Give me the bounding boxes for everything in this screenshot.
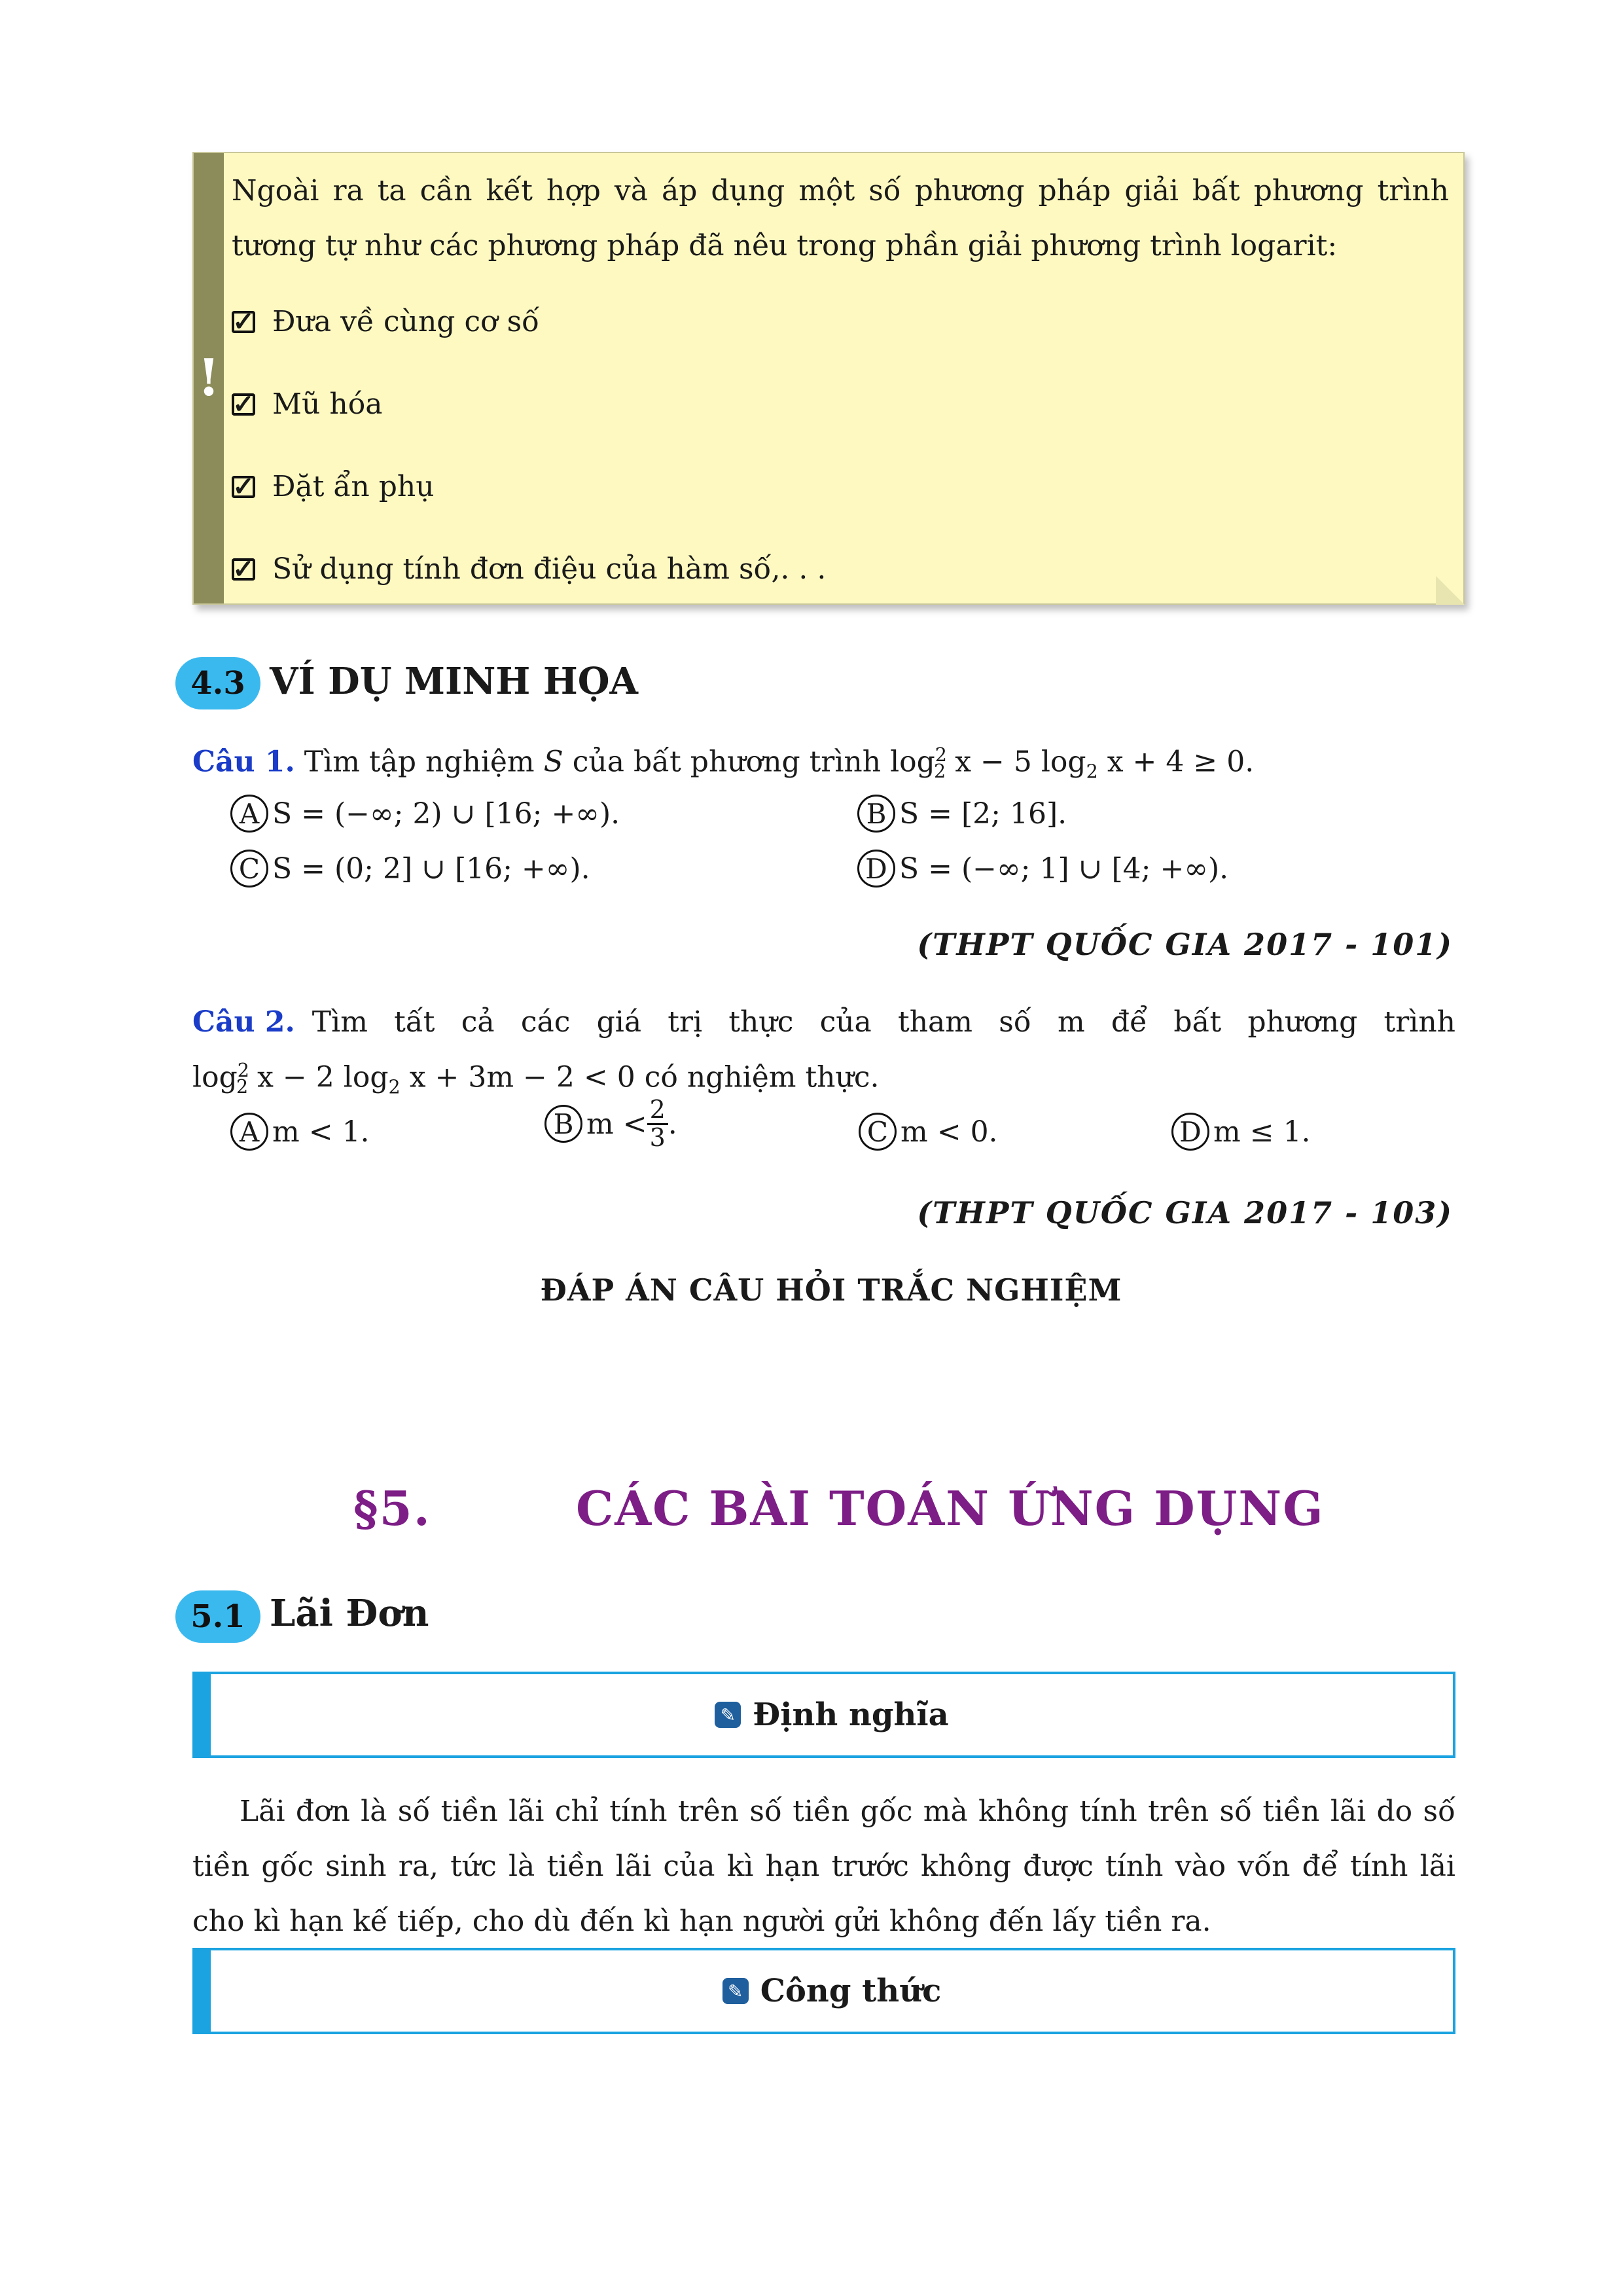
pencil-icon: ✎ bbox=[722, 1978, 749, 2004]
note-box bbox=[192, 152, 1465, 605]
option-letter: A bbox=[230, 1113, 268, 1151]
option-d[interactable]: D S = (−∞; 1] ∪ [4; +∞). bbox=[857, 850, 1228, 888]
section-number-badge: 4.3 bbox=[175, 657, 260, 709]
pencil-icon: ✎ bbox=[715, 1702, 741, 1728]
option-b[interactable]: B S = [2; 16]. bbox=[857, 795, 1067, 833]
definition-text: Lãi đơn là số tiền lãi chỉ tính trên số tiền gốc mà không tính trên số tiền lãi do số tiền gốc sinh ra, tức là tiền lãi của kì hạn trước không được tính vào vốn để tính lãi cho kì hạn kế tiếp, cho dù đến kì hạn người gửi không đến lấy tiền ra. bbox=[192, 1795, 1455, 1938]
option-a[interactable]: A m < 1. bbox=[230, 1113, 370, 1151]
option-b[interactable]: B m < $\frac{2}{3}$ . bbox=[544, 1097, 677, 1151]
note-item: ✓ Sử dụng tính đơn điệu của hàm số,. . . bbox=[232, 552, 827, 586]
option-letter: B bbox=[857, 795, 895, 833]
checkbox-icon: ✓ bbox=[232, 553, 255, 584]
option-c[interactable]: C S = (0; 2] ∪ [16; +∞). bbox=[230, 850, 590, 888]
option-letter: A bbox=[230, 795, 268, 833]
section-number-badge: 5.1 bbox=[175, 1590, 260, 1643]
question-label: Câu 1. bbox=[192, 745, 295, 779]
chapter-title: CÁC BÀI TOÁN ỨNG DỤNG bbox=[576, 1480, 1325, 1536]
option-letter: D bbox=[1171, 1113, 1209, 1151]
exclamation-icon: ! bbox=[197, 348, 221, 408]
answer-heading: ĐÁP ÁN CÂU HỎI TRẮC NGHIỆM bbox=[540, 1272, 1122, 1308]
option-letter: B bbox=[544, 1105, 582, 1143]
checkbox-icon: ✓ bbox=[232, 306, 255, 337]
note-intro: Ngoài ra ta cần kết hợp và áp dụng một số phương pháp giải bất phương trình tương tự như các phương pháp đã nêu trong phần giải phương trình logarit: bbox=[232, 174, 1449, 262]
section-title: VÍ DỤ MINH HỌA bbox=[270, 660, 638, 703]
section-title: Lãi Đơn bbox=[270, 1592, 429, 1635]
source-citation: (THPT QUỐC GIA 2017 - 103) bbox=[917, 1195, 1453, 1230]
option-letter: C bbox=[230, 850, 268, 888]
option-letter: C bbox=[859, 1113, 897, 1151]
note-item: ✓ Đặt ẩn phụ bbox=[232, 470, 435, 503]
option-d[interactable]: D m ≤ 1. bbox=[1171, 1113, 1311, 1151]
fraction: $\frac{2}{3}$ bbox=[647, 1097, 668, 1151]
option-c[interactable]: C m < 0. bbox=[859, 1113, 998, 1151]
checkbox-icon: ✓ bbox=[232, 388, 255, 420]
question-1: Câu 1. Tìm tập nghiệm S của bất phương trình $\log^2_2 x - 5$ $\log_2 x + 4 \ge 0$. bbox=[192, 744, 1255, 783]
source-citation: (THPT QUỐC GIA 2017 - 101) bbox=[917, 927, 1453, 962]
checkbox-icon: ✓ bbox=[232, 471, 255, 502]
chapter-number: §5. bbox=[353, 1480, 431, 1536]
question-2: Câu 2. Tìm tất cả các giá trị thực của tham số m để bất phương trình bbox=[192, 1005, 1455, 1039]
note-item: ✓ Mũ hóa bbox=[232, 387, 383, 421]
option-a[interactable]: A S = (−∞; 2) ∪ [16; +∞). bbox=[230, 795, 620, 833]
page-fold-corner bbox=[1436, 576, 1465, 605]
definition-box: ✎ Định nghĩa bbox=[192, 1672, 1455, 1758]
note-item: ✓ Đưa về cùng cơ số bbox=[232, 305, 540, 338]
note-bar bbox=[194, 153, 224, 603]
question-2-line2: $\log^2_2 x - 2$ $\log_2 x + 3m - 2 < 0$ có nghiệm thực. bbox=[192, 1059, 880, 1098]
formula-box: ✎ Công thức bbox=[192, 1948, 1455, 2034]
question-label: Câu 2. bbox=[192, 1005, 295, 1039]
option-letter: D bbox=[857, 850, 895, 888]
